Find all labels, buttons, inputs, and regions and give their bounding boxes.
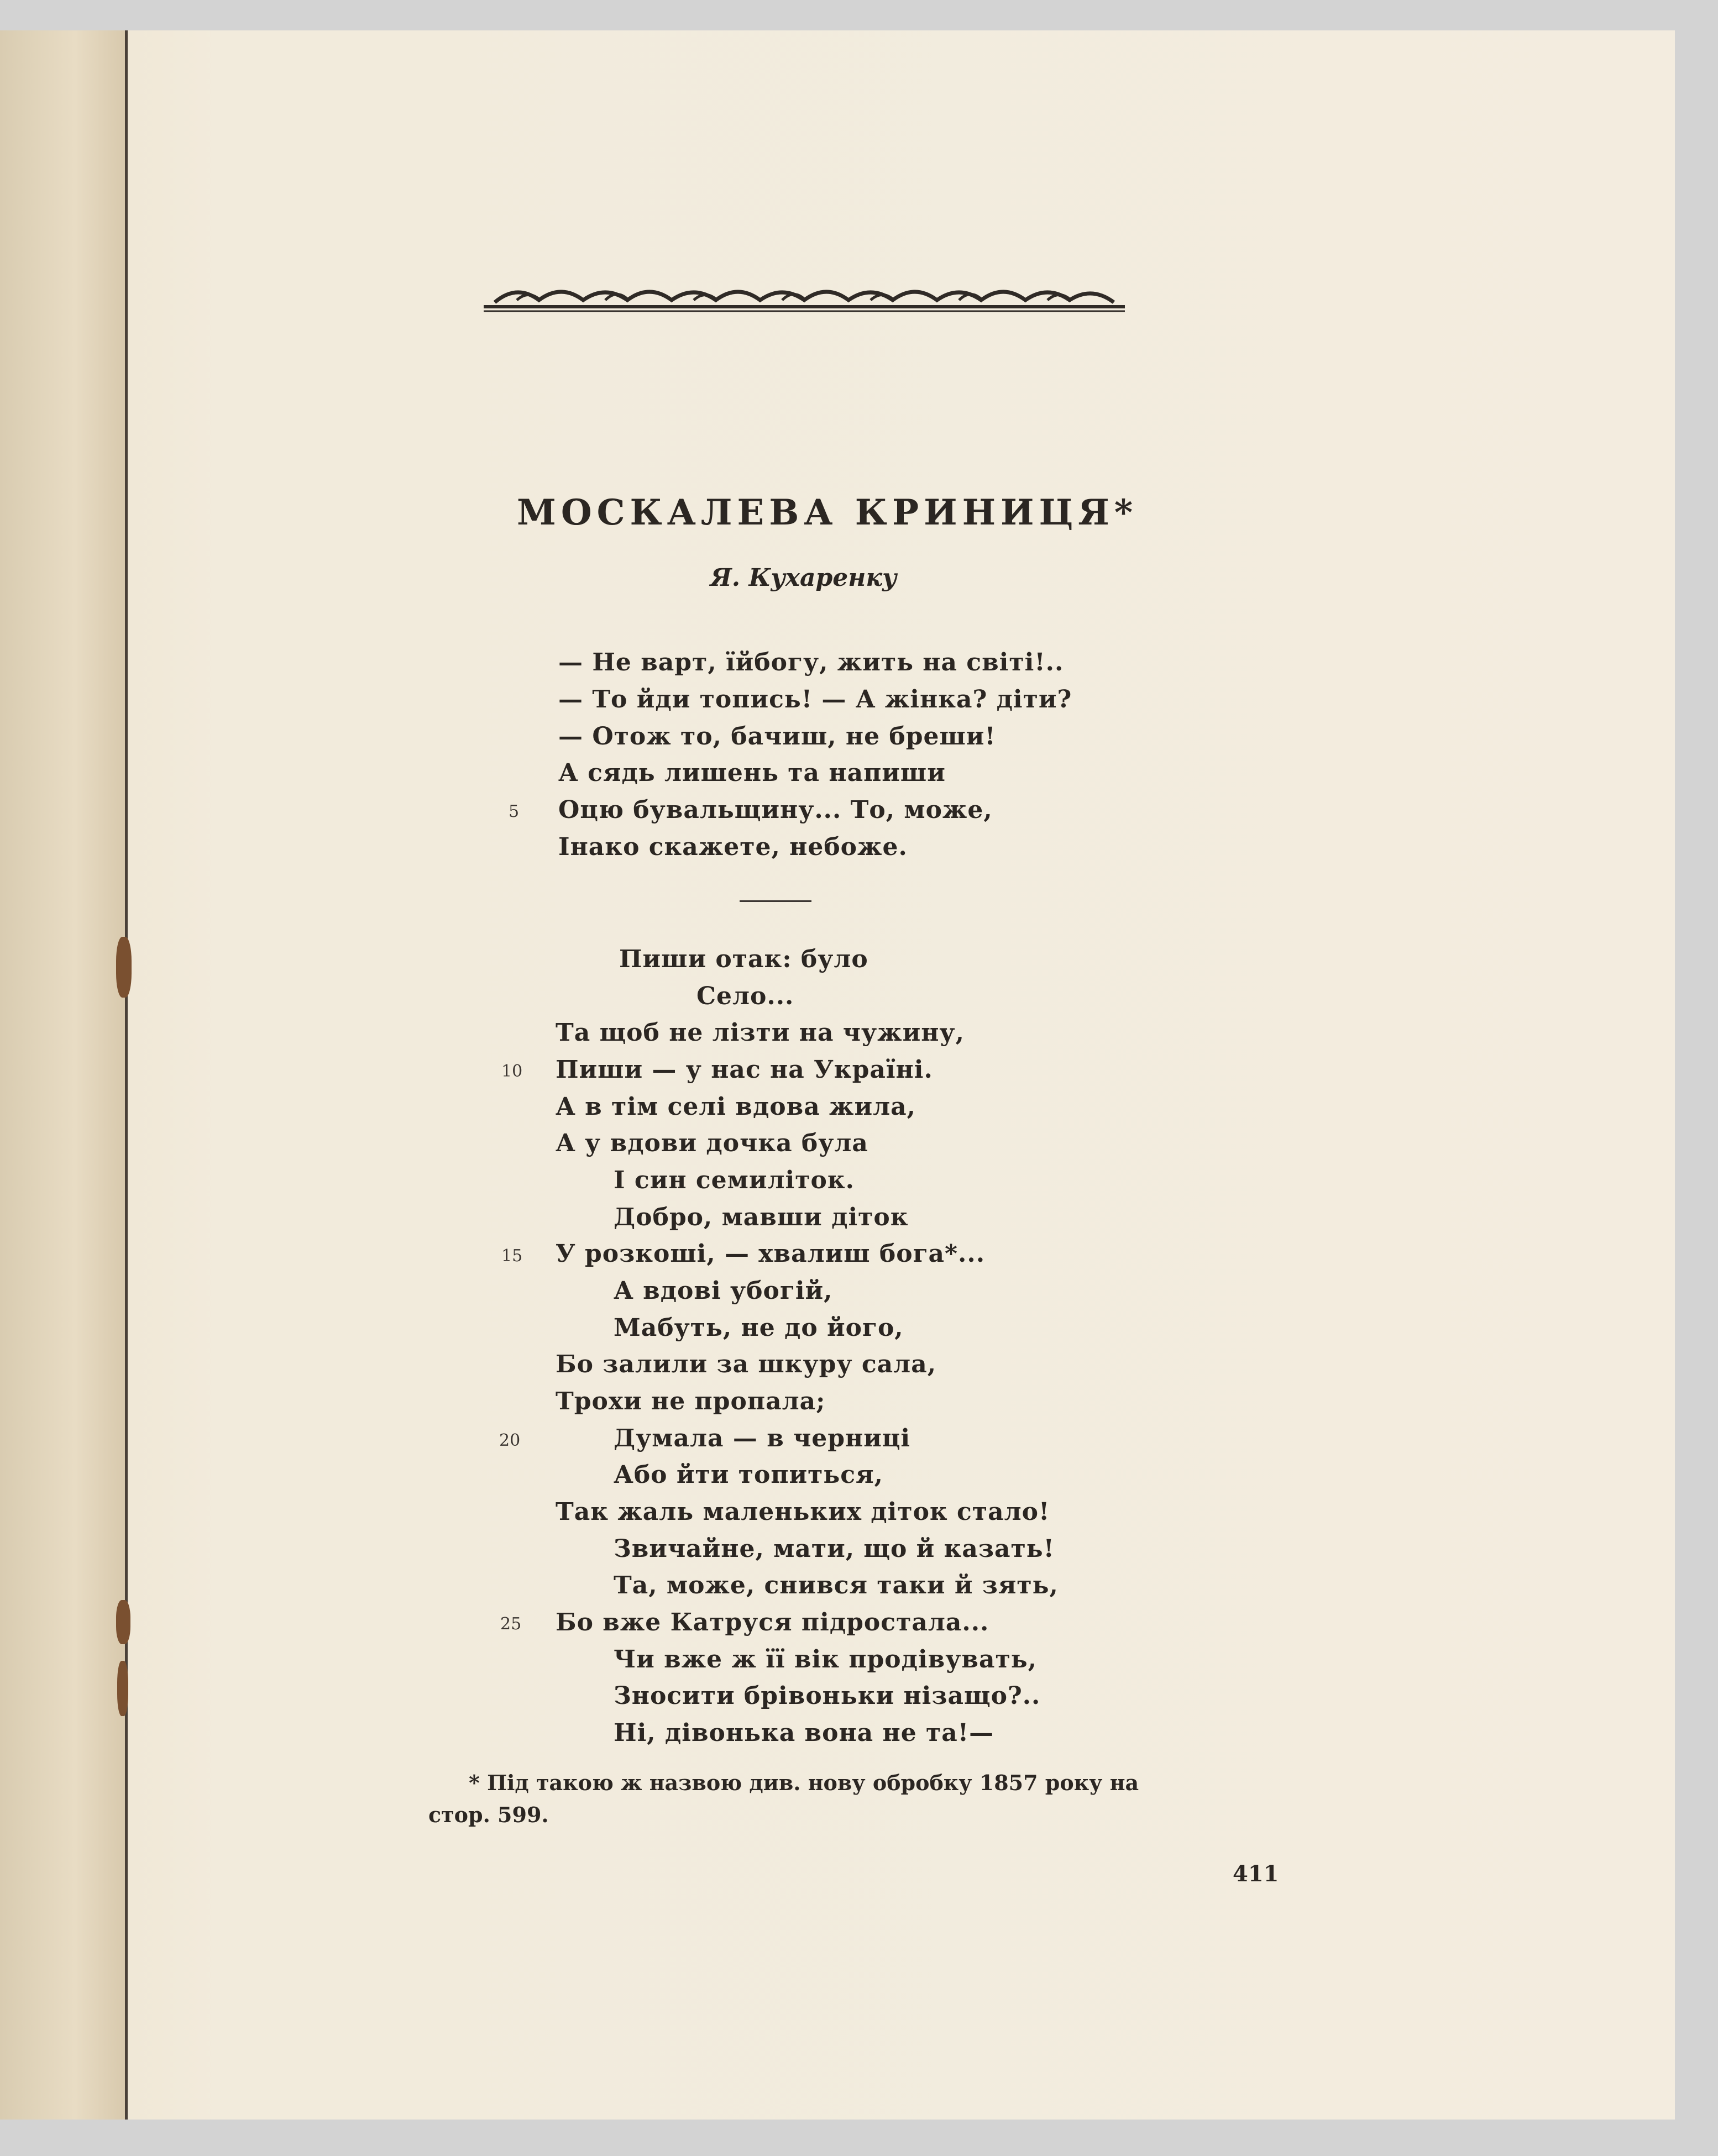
poem-line: Бо залили за шкуру сала,: [556, 1350, 937, 1378]
poem-line: Пиши — у нас на Україні.: [556, 1056, 933, 1084]
poem-line: — Не варт, їйбогу, жить на світі!..: [558, 648, 1064, 676]
poem-line: Зносити брівоньки нізащо?..: [614, 1682, 1041, 1710]
poem-line: Пиши отак: було: [619, 945, 868, 973]
footnote-line-2: стор. 599.: [428, 1802, 549, 1827]
stain-mark: [116, 1600, 130, 1644]
poem-line: Оцю бувальщину... То, може,: [558, 796, 993, 824]
poem-line: І син семиліток.: [614, 1166, 855, 1194]
page-gutter: [0, 30, 125, 2120]
decorative-ornament: [484, 278, 1125, 317]
poem-line: — То йди топись! — А жінка? діти?: [558, 685, 1072, 714]
poem-title: МОСКАЛЕВА КРИНИЦЯ*: [517, 492, 1138, 533]
book-page: [0, 30, 1675, 2120]
line-number: 25: [500, 1614, 522, 1634]
line-number: 10: [501, 1062, 523, 1081]
poem-line: А в тім селі вдова жила,: [556, 1093, 916, 1121]
footnote-line-1: * Під такою ж назвою див. нову обробку 1857 року на: [469, 1770, 1139, 1795]
section-divider: [740, 900, 811, 902]
poem-line: Добро, мавши діток: [614, 1203, 909, 1231]
poem-line: Та щоб не лізти на чужину,: [556, 1019, 965, 1047]
poem-line: Так жаль маленьких діток стало!: [556, 1498, 1050, 1526]
poem-line: Або йти топиться,: [614, 1461, 883, 1489]
poem-line: Мабуть, не до його,: [614, 1314, 904, 1342]
line-number: 20: [499, 1431, 521, 1450]
dedication: Я. Кухаренку: [710, 564, 897, 592]
poem-line: Село...: [696, 982, 794, 1010]
poem-line: Звичайне, мати, що й казать!: [614, 1535, 1055, 1563]
poem-line: А у вдови дочка була: [556, 1129, 868, 1157]
poem-line: Думала — в черниці: [614, 1424, 911, 1452]
poem-line: Бо вже Катруся підростала...: [556, 1608, 989, 1636]
poem-line: Та, може, снився таки й зять,: [614, 1571, 1059, 1599]
stain-mark: [117, 1661, 128, 1716]
poem-line: — Отож то, бачиш, не бреши!: [558, 722, 996, 751]
poem-line: У розкоші, — хвалиш бога*...: [556, 1240, 986, 1268]
binding-edge: [125, 30, 128, 2120]
poem-line: Чи вже ж її вік продівувать,: [614, 1645, 1037, 1674]
poem-line: А вдові убогій,: [614, 1277, 833, 1305]
poem-line: А сядь лишень та напиши: [558, 759, 946, 787]
stain-mark: [116, 937, 132, 998]
line-number: 15: [501, 1246, 523, 1266]
page-number: 411: [1233, 1861, 1279, 1887]
poem-line: Інако скажете, небоже.: [558, 833, 908, 861]
poem-line: Ні, дівонька вона не та!—: [614, 1719, 994, 1747]
line-number: 5: [509, 802, 520, 821]
poem-line: Трохи не пропала;: [556, 1387, 826, 1415]
